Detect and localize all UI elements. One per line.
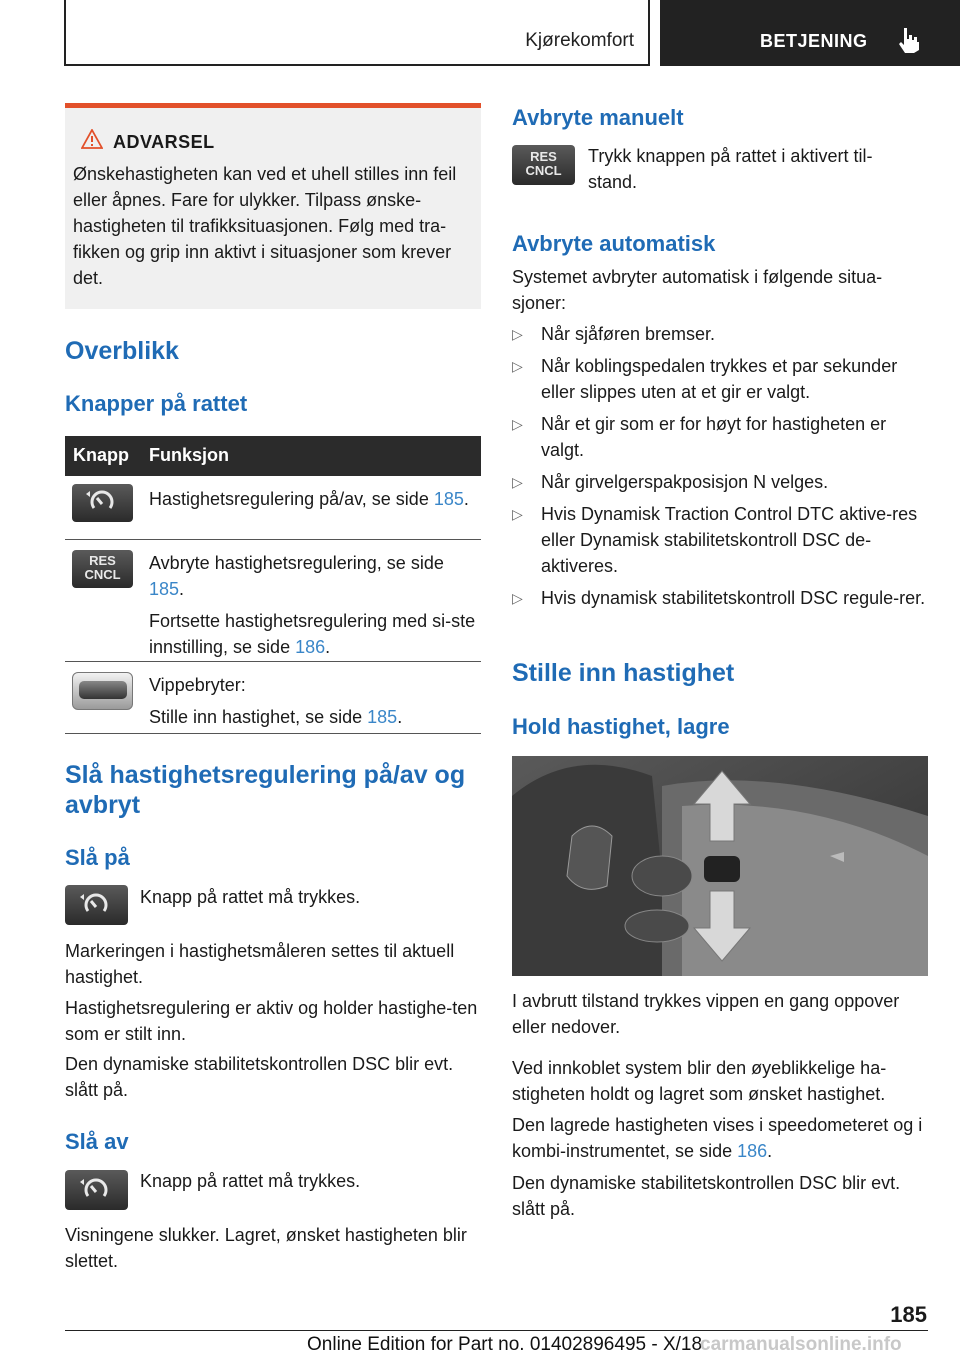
on-paragraph-1: Markeringen i hastighetsmåleren settes til aktuell hastighet. (65, 941, 455, 987)
table-col-button: Knapp (73, 445, 129, 465)
cruise-control-icon (65, 1170, 128, 1210)
cruise-control-icon (65, 885, 128, 925)
page-link[interactable]: 185 (433, 489, 464, 509)
table-row (65, 662, 481, 734)
overview-subtitle: Knapper på rattet (65, 391, 248, 416)
header-chapter-box (660, 0, 960, 66)
triangle-bullet-icon: ▷ (512, 326, 523, 342)
rocker-switch-image (72, 672, 133, 710)
onoff-title: Slå hastighetsregulering på/av og avbryt (65, 761, 466, 819)
list-item: ▷ Når sjåføren bremser. (512, 321, 928, 347)
triangle-bullet-icon: ▷ (512, 416, 523, 432)
row3-label: Vippebryter: (149, 675, 246, 695)
triangle-bullet-icon: ▷ (512, 506, 523, 522)
steering-wheel-photo (512, 756, 928, 976)
triangle-bullet-icon: ▷ (512, 358, 523, 374)
warning-triangle-icon (81, 129, 103, 149)
manual-title: Avbryte manuelt (512, 105, 684, 130)
manual-text: Trykk knappen på rattet i aktivert til-stand. (588, 146, 873, 192)
list-item: ▷ Når koblingspedalen trykkes et par sekunder eller slippes uten at et gir er valgt. (512, 353, 928, 405)
auto-title: Avbryte automatisk (512, 231, 716, 256)
list-item: ▷ Når et gir som er for høyt for hastigheten er valgt. (512, 411, 928, 463)
cruise-control-button-image (72, 484, 133, 522)
cruise-control-icon (72, 484, 133, 522)
res-cncl-button-image: RES CNCL (72, 550, 133, 588)
warning-title: ADVARSEL (113, 132, 473, 153)
row2-text-2: Fortsette hastighetsregulering med si-ste innstilling, se side 186. (149, 611, 476, 657)
speed-paragraph-3: Den lagrede hastigheten vises i speedometeret og i kombi-instrumentet, se side 186. (512, 1115, 923, 1161)
row2-text: Avbryte hastighetsregulering, se side 185. (149, 553, 444, 599)
header-section-box (64, 0, 650, 66)
page-link[interactable]: 186 (737, 1141, 768, 1161)
on-paragraph-2: Hastighetsregulering er aktiv og holder hastighe-ten som er stilt inn. (65, 998, 478, 1044)
hand-pointer-icon (896, 26, 922, 54)
edition-text: Online Edition for Part no. 01402896495 - X/18 (307, 1334, 703, 1355)
speed-paragraph-4: Den dynamiske stabilitetskontrollen DSC blir evt. slått på. (512, 1173, 901, 1219)
page-link[interactable]: 185 (367, 707, 398, 727)
buttons-table (65, 436, 481, 734)
off-title: Slå av (65, 1129, 129, 1154)
header-section: Kjørekomfort (525, 30, 634, 51)
speed-paragraph-1: I avbrutt tilstand trykkes vippen en gang oppover eller nedover. (512, 991, 900, 1037)
off-text: Knapp på rattet må trykkes. (140, 1171, 361, 1191)
list-item: ▷ Hvis Dynamisk Traction Control DTC aktive-res eller Dynamisk stabilitetskontroll DSC de-aktiveres. (512, 501, 928, 579)
table-col-function: Funksjon (149, 445, 229, 465)
row3-text: Stille inn hastighet, se side 185. (149, 707, 403, 727)
speed-paragraph-2: Ved innkoblet system blir den øyeblikkelige ha-stigheten holdt og lagret som ønsket hastighet. (512, 1058, 887, 1104)
overview-title: Overblikk (65, 337, 179, 365)
table-header (65, 436, 481, 476)
page-number: 185 (890, 1302, 927, 1327)
on-title: Slå på (65, 845, 130, 870)
cruise-control-button-image (65, 885, 128, 925)
speed-title: Stille inn hastighet (512, 659, 735, 687)
on-paragraph-3: Den dynamiske stabilitetskontrollen DSC blir evt. slått på. (65, 1054, 454, 1100)
table-row (65, 540, 481, 662)
cruise-control-button-image (65, 1170, 128, 1210)
table-row (65, 476, 481, 540)
steering-wheel-illustration (512, 756, 928, 976)
triangle-bullet-icon: ▷ (512, 474, 523, 490)
row1-text: Hastighetsregulering på/av, se side 185. (149, 489, 469, 509)
on-text: Knapp på rattet må trykkes. (140, 887, 361, 907)
auto-list (512, 321, 928, 617)
header-chapter: BETJENING (760, 31, 868, 51)
watermark: carmanualsonline.info (700, 1334, 902, 1355)
page-link[interactable]: 186 (295, 637, 326, 657)
triangle-bullet-icon: ▷ (512, 590, 523, 606)
warning-box (65, 103, 481, 309)
speed-subtitle: Hold hastighet, lagre (512, 714, 730, 739)
auto-intro: Systemet avbryter automatisk i følgende situa-sjoner: (512, 267, 883, 313)
page-header (0, 0, 960, 66)
page-link[interactable]: 185 (149, 579, 180, 599)
list-item: ▷ Hvis dynamisk stabilitetskontroll DSC regule-rer. (512, 585, 928, 611)
list-item: ▷ Når girvelgerspakposisjon N velges. (512, 469, 928, 495)
res-cncl-button-image: RES CNCL (512, 145, 575, 185)
footer-divider (65, 1330, 928, 1331)
off-paragraph-1: Visningene slukker. Lagret, ønsket hastigheten blir slettet. (65, 1225, 467, 1271)
warning-text: Ønskehastigheten kan ved et uhell stilles inn feil eller åpnes. Fare for ulykker. Tilpass ønske-hastigheten til trafikksituasjonen. Følg med tra-fikken og grip inn aktivt i situasjoner som krever det. (73, 164, 457, 288)
